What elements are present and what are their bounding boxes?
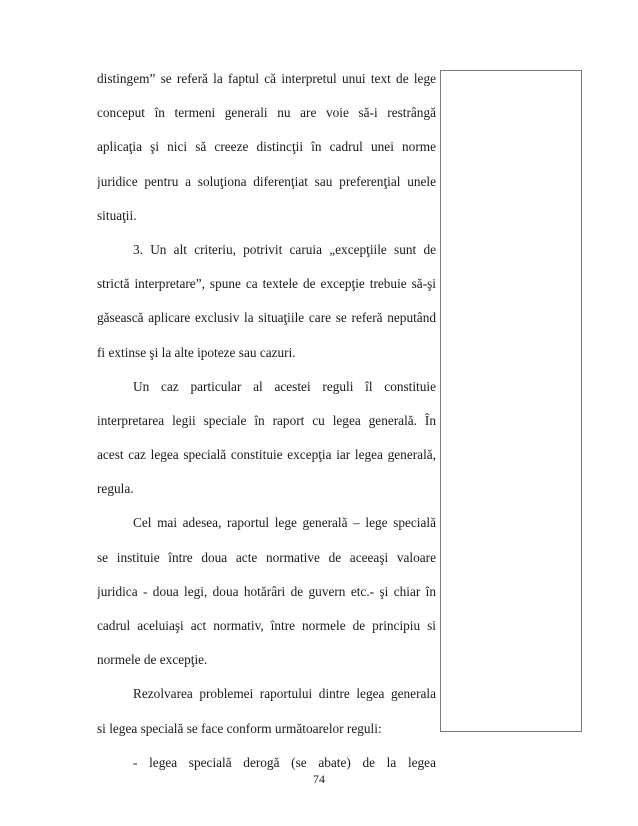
text-line: conceput în termeni generali nu are voie să-i restrângă — [97, 105, 436, 121]
text-line: strictă interpretare”, spune ca textele de excepţie trebuie să-şi — [97, 276, 436, 292]
text-line: găsească aplicare exclusiv la situaţiile care se referă neputând — [97, 310, 436, 326]
page-number: 74 — [313, 772, 325, 786]
text-line: interpretarea legii speciale în raport cu legea generală. În — [97, 412, 436, 428]
text-line: 3. Un alt criteriu, potrivit caruia „excepţiile sunt de — [133, 241, 436, 257]
text-line: distingem” se referă la faptul că interpretul unui text de lege — [97, 71, 436, 86]
text-line: Un caz particular al acestei reguli îl constituie — [133, 378, 436, 394]
text-line: se instituie între doua acte normative de aceeaşi valoare — [97, 549, 436, 565]
text-line: Rezolvarea problemei raportului dintre legea generala — [133, 686, 436, 702]
text-line: regula. — [97, 481, 134, 497]
body-text — [97, 62, 436, 780]
text-line: - legea specială derogă (se abate) de la legea — [133, 754, 436, 770]
text-line: normele de excepţie. — [97, 652, 208, 668]
margin-note-box — [440, 70, 582, 732]
text-line: juridice pentru a soluţiona diferenţiat sau preferenţial unele — [97, 173, 436, 189]
text-line: situaţii. — [97, 207, 137, 223]
text-line: si legea specială se face conform următoarelor reguli: — [97, 720, 382, 736]
text-line: Cel mai adesea, raportul lege generală – lege specială — [133, 515, 436, 531]
text-line: fi extinse şi la alte ipoteze sau cazuri. — [97, 344, 296, 360]
text-line: cadrul aceluiaşi act normativ, între normele de principiu si — [97, 618, 436, 633]
text-line: acest caz legea specială constituie excepţia iar legea generală, — [97, 447, 436, 463]
text-line: aplicaţia şi nici să creeze distincţii în cadrul unei norme — [97, 139, 436, 155]
text-line: juridica - doua legi, doua hotărâri de guvern etc.- şi chiar în — [97, 583, 436, 599]
